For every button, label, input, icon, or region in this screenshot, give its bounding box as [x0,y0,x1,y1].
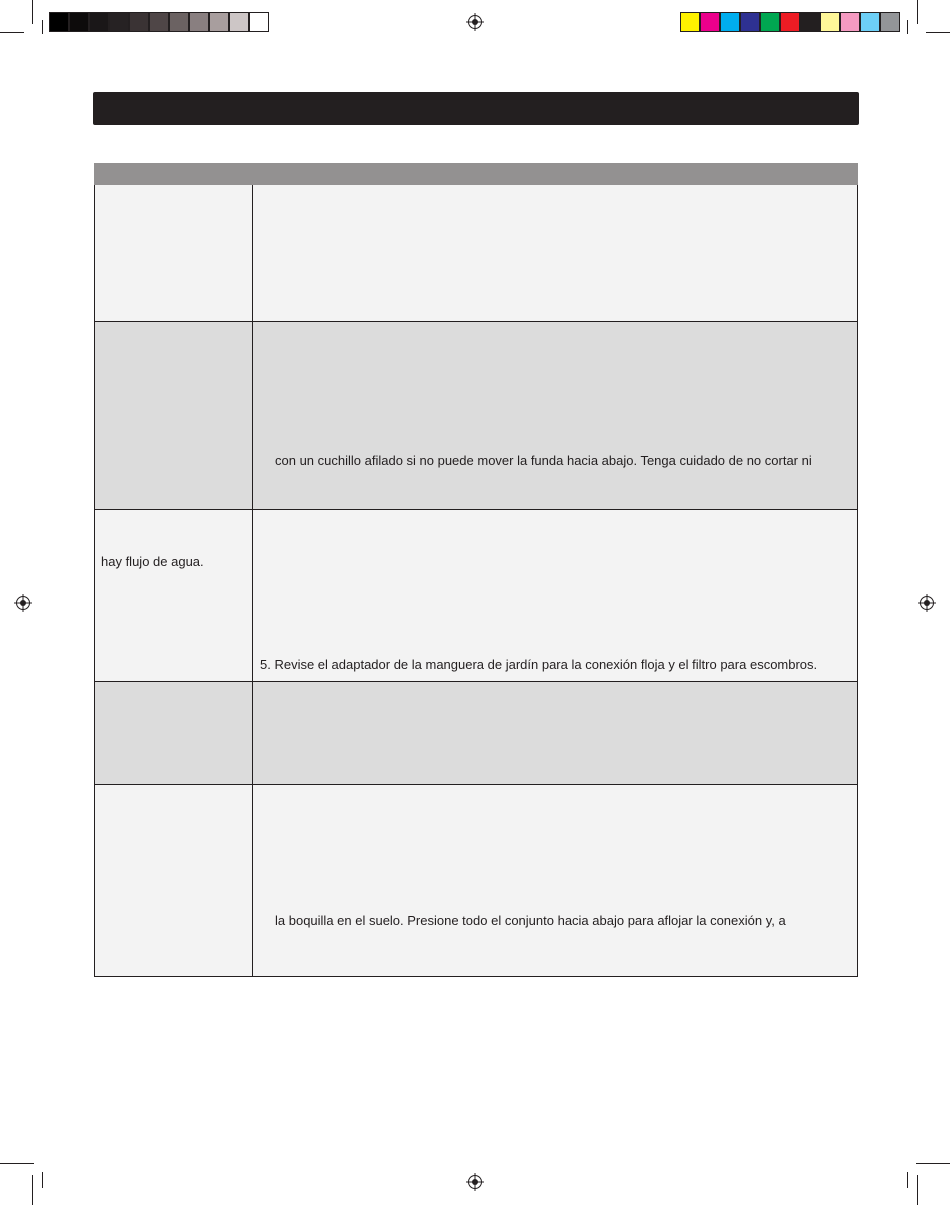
solution-cell [253,322,857,509]
color-swatch [760,12,780,32]
problem-cell [95,322,253,509]
section-header-bar [93,92,859,125]
color-swatch [840,12,860,32]
grayscale-swatch [149,12,169,32]
problem-cell [95,185,253,321]
troubleshooting-table [94,163,858,977]
grayscale-swatch [69,12,89,32]
solution-text: 5. Revise el adaptador de la manguera de jardín para la conexión floja y el filtro para escombros. [260,657,818,672]
table-row [94,682,858,785]
crop-mark [907,1172,908,1188]
grayscale-swatch [229,12,249,32]
solution-cell [253,682,857,784]
table-row [94,185,858,322]
grayscale-swatch [209,12,229,32]
crop-mark [42,20,43,34]
grayscale-swatch [169,12,189,32]
crop-mark [32,1175,33,1205]
grayscale-swatch [109,12,129,32]
solution-cell [253,785,857,976]
crop-mark [0,1163,34,1164]
problem-cell [95,510,253,681]
table-row [94,785,858,977]
table-header [94,163,858,185]
grayscale-swatch [129,12,149,32]
solution-text: con un cuchillo afilado si no puede mover la funda hacia abajo. Tenga cuidado de no cortar ni [275,453,812,468]
registration-target-icon [14,594,32,612]
crop-mark [907,20,908,34]
color-swatch [780,12,800,32]
crop-mark [917,0,918,24]
problem-text: hay flujo de agua. [101,554,204,569]
color-swatch [880,12,900,32]
crop-mark [916,1163,950,1164]
problem-cell [95,785,253,976]
color-swatch [860,12,880,32]
registration-target-icon [918,594,936,612]
crop-mark [917,1175,918,1205]
color-swatch [700,12,720,32]
problem-cell [95,682,253,784]
grayscale-swatch [89,12,109,32]
registration-target-icon [466,13,484,31]
grayscale-swatch [189,12,209,32]
grayscale-swatch [249,12,269,32]
solution-cell [253,185,857,321]
crop-mark [926,32,950,33]
solution-text: la boquilla en el suelo. Presione todo el conjunto hacia abajo para aflojar la conexión y, a [275,913,786,928]
crop-mark [0,32,24,33]
color-swatch [720,12,740,32]
color-swatch [820,12,840,32]
color-swatch [680,12,700,32]
color-swatch [740,12,760,32]
solution-cell [253,510,857,681]
crop-mark [32,0,33,24]
table-row [94,510,858,682]
grayscale-swatch [49,12,69,32]
table-row [94,322,858,510]
color-swatch [800,12,820,32]
crop-mark [42,1172,43,1188]
registration-target-icon [466,1173,484,1191]
